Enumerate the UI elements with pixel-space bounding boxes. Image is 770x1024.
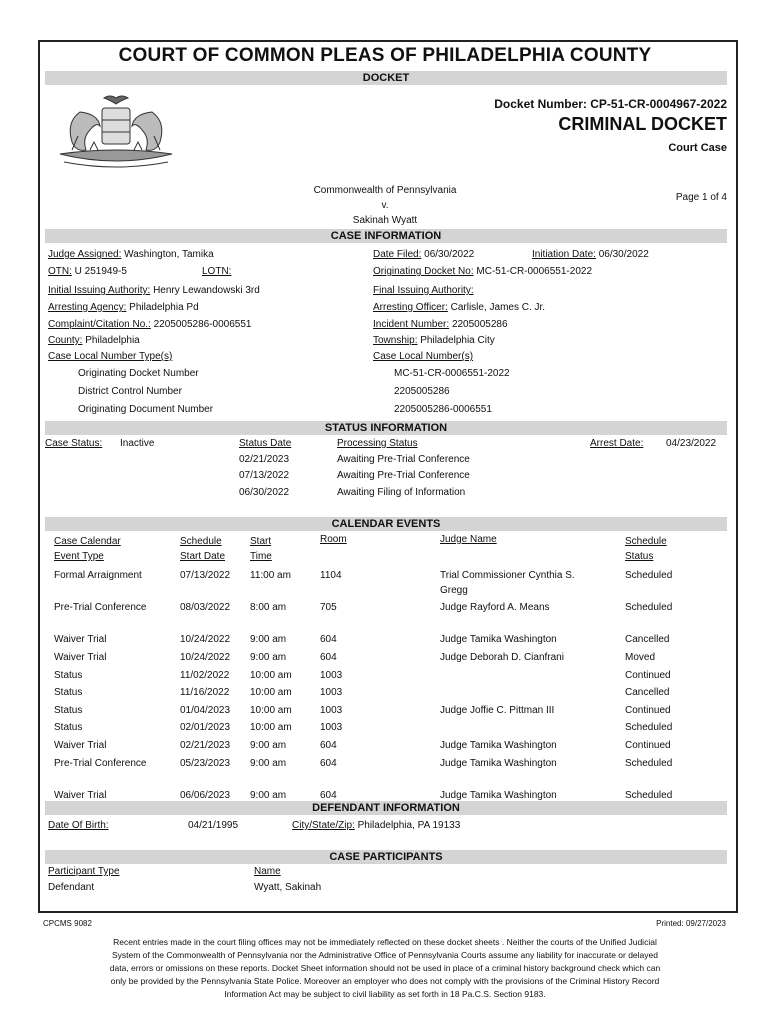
initial-issuing-label: Initial Issuing Authority: bbox=[48, 285, 151, 296]
form-number: CPCMS 9082 bbox=[43, 919, 92, 928]
dob-label: Date Of Birth: bbox=[48, 820, 109, 831]
township-label: Township: bbox=[373, 335, 418, 346]
city-value: Philadelphia, PA 19133 bbox=[357, 820, 461, 831]
complaint-label: Complaint/Citation No.: bbox=[48, 319, 151, 330]
start-time-header-line1: Start bbox=[250, 536, 272, 547]
initiation-date-label: Initiation Date: bbox=[532, 249, 596, 260]
arresting-agency-label: Arresting Agency: bbox=[48, 302, 127, 313]
arrest-date-value: 04/23/2022 bbox=[666, 438, 717, 449]
calendar-cell-status: Cancelled bbox=[625, 634, 670, 645]
arresting-officer-value: Carlisle, James C. Jr. bbox=[450, 302, 546, 313]
docket-bar: DOCKET bbox=[45, 71, 727, 85]
calendar-cell-judge: Judge Joffie C. Pittman III bbox=[440, 705, 555, 716]
event-type-header-line2: Event Type bbox=[54, 551, 104, 562]
participant-type-header: Participant Type bbox=[48, 866, 120, 877]
otn-label: OTN: bbox=[48, 266, 72, 277]
status-row-text: Awaiting Pre-Trial Conference bbox=[337, 454, 470, 465]
caption-defendant: Sakinah Wyatt bbox=[352, 215, 418, 226]
calendar-cell-judge: Judge Tamika Washington bbox=[440, 790, 557, 801]
calendar-cell-room: 1003 bbox=[320, 705, 343, 716]
local-type-item: Originating Docket Number bbox=[78, 368, 199, 379]
criminal-docket-title: CRIMINAL DOCKET bbox=[558, 114, 727, 134]
caption-commonwealth: Commonwealth of Pennsylvania bbox=[313, 185, 457, 196]
calendar-cell-time: 10:00 am bbox=[250, 705, 292, 716]
schedule-status-header-line1: Schedule bbox=[625, 536, 667, 547]
complaint-value: 2205005286-0006551 bbox=[153, 319, 252, 330]
calendar-cell-judge: Judge Tamika Washington bbox=[440, 740, 557, 751]
disclaimer-line: Recent entries made in the court filing offices may not be immediately reflected on these docket sheets . Neither the courts of the Unified Judicial bbox=[113, 937, 657, 947]
calendar-cell-status: Continued bbox=[625, 670, 671, 681]
complaint-citation bbox=[48, 319, 252, 330]
calendar-cell-time: 8:00 am bbox=[250, 602, 287, 613]
calendar-cell-date: 11/16/2022 bbox=[180, 687, 230, 698]
calendar-cell-event: Formal Arraignment bbox=[54, 570, 142, 581]
initial-issuing-value: Henry Lewandowski 3rd bbox=[153, 285, 260, 296]
calendar-cell-judge: Trial Commissioner Cynthia S. Gregg bbox=[440, 570, 575, 596]
incident-label: Incident Number: bbox=[373, 319, 450, 330]
status-row-text: Awaiting Filing of Information bbox=[337, 487, 466, 498]
calendar-cell-date: 10/24/2022 bbox=[180, 652, 231, 663]
calendar-cell-time: 11:00 am bbox=[250, 570, 291, 581]
start-time-header bbox=[250, 534, 272, 564]
calendar-cell-room: 1003 bbox=[320, 722, 343, 733]
calendar-cell-time: 9:00 am bbox=[250, 634, 287, 645]
calendar-cell-status: Scheduled bbox=[625, 722, 673, 733]
calendar-cell-status: Scheduled bbox=[625, 790, 673, 801]
calendar-cell-room: 604 bbox=[320, 758, 337, 769]
otn bbox=[48, 266, 127, 277]
calendar-cell-status: Moved bbox=[625, 652, 656, 663]
local-number-label: Case Local Number(s) bbox=[373, 351, 474, 362]
status-row-date: 07/13/2022 bbox=[239, 470, 290, 481]
date-filed bbox=[373, 249, 474, 260]
calendar-cell-event: Status bbox=[54, 670, 83, 681]
schedule-date-header bbox=[180, 534, 225, 564]
participant-type-value: Defendant bbox=[48, 882, 95, 893]
schedule-date-header-line1: Schedule bbox=[180, 536, 222, 547]
lotn-label: LOTN: bbox=[202, 266, 232, 277]
dob-value: 04/21/1995 bbox=[188, 820, 239, 831]
calendar-cell-judge: Judge Tamika Washington bbox=[440, 634, 557, 645]
calendar-events-bar: CALENDAR EVENTS bbox=[45, 517, 727, 531]
calendar-cell-event: Status bbox=[54, 705, 83, 716]
calendar-cell-time: 10:00 am bbox=[250, 687, 292, 698]
arresting-officer-label: Arresting Officer: bbox=[373, 302, 448, 313]
schedule-date-header-line2: Start Date bbox=[180, 551, 226, 562]
calendar-cell-time: 10:00 am bbox=[250, 722, 292, 733]
township bbox=[373, 335, 495, 346]
judge-assigned-value: Washington, Tamika bbox=[124, 249, 214, 260]
calendar-cell-status: Scheduled bbox=[625, 602, 673, 613]
calendar-cell-room: 705 bbox=[320, 602, 337, 613]
disclaimer-line: data, errors or omissions on these reports. Docket Sheet information should not be used in place of a criminal history background check which can bbox=[109, 963, 661, 973]
calendar-cell-date: 10/24/2022 bbox=[180, 634, 231, 645]
disclaimer-line: only be provided by the Pennsylvania State Police. Moreover an employer who does not comply with the provisions of the Criminal History Record bbox=[110, 976, 660, 986]
calendar-cell-status: Scheduled bbox=[625, 758, 673, 769]
calendar-cell-time: 9:00 am bbox=[250, 740, 287, 751]
case-caption bbox=[235, 183, 535, 228]
calendar-cell-time: 9:00 am bbox=[250, 758, 287, 769]
initiation-date bbox=[532, 249, 649, 260]
status-information-bar: STATUS INFORMATION bbox=[45, 421, 727, 435]
arrest-date-label: Arrest Date: bbox=[590, 438, 644, 449]
city-state-zip bbox=[292, 820, 460, 831]
initiation-date-value: 06/30/2022 bbox=[598, 249, 649, 260]
calendar-cell-event: Waiver Trial bbox=[54, 740, 107, 751]
judge-assigned bbox=[48, 249, 214, 260]
case-status-label: Case Status: bbox=[45, 438, 103, 449]
event-type-header bbox=[54, 534, 121, 564]
schedule-status-header bbox=[625, 534, 667, 564]
page-number: Page 1 of 4 bbox=[675, 192, 727, 203]
local-type-item: District Control Number bbox=[78, 386, 182, 397]
calendar-cell-event: Pre-Trial Conference bbox=[54, 758, 147, 769]
judge-name-header: Judge Name bbox=[440, 534, 497, 545]
printed-date: Printed: 09/27/2023 bbox=[656, 919, 726, 928]
calendar-cell-date: 07/13/2022 bbox=[180, 570, 231, 581]
calendar-cell-time: 9:00 am bbox=[250, 652, 287, 663]
calendar-cell-status: Continued bbox=[625, 740, 671, 751]
calendar-cell-judge: Judge Rayford A. Means bbox=[440, 602, 550, 613]
calendar-cell-status: Cancelled bbox=[625, 687, 670, 698]
otn-value: U 251949-5 bbox=[74, 266, 127, 277]
event-type-header-line1: Case Calendar bbox=[54, 536, 121, 547]
arresting-agency bbox=[48, 302, 199, 313]
calendar-cell-room: 604 bbox=[320, 790, 337, 801]
start-time-header-line2: Time bbox=[250, 551, 272, 562]
calendar-cell-status: Continued bbox=[625, 705, 671, 716]
calendar-cell-date: 02/21/2023 bbox=[180, 740, 231, 751]
incident-value: 2205005286 bbox=[451, 319, 508, 330]
local-number-type-label: Case Local Number Type(s) bbox=[48, 351, 173, 362]
status-row-date: 06/30/2022 bbox=[239, 487, 290, 498]
defendant-information-bar: DEFENDANT INFORMATION bbox=[45, 801, 727, 815]
calendar-cell-room: 1003 bbox=[320, 670, 343, 681]
final-issuing-authority-label: Final Issuing Authority: bbox=[373, 285, 474, 296]
calendar-cell-event: Status bbox=[54, 722, 83, 733]
room-header: Room bbox=[320, 534, 347, 545]
initial-issuing-authority bbox=[48, 285, 260, 296]
processing-status-header: Processing Status bbox=[337, 438, 418, 449]
court-title: COURT OF COMMON PLEAS OF PHILADELPHIA COUNTY bbox=[118, 45, 652, 66]
local-number-item: MC-51-CR-0006551-2022 bbox=[394, 368, 510, 379]
calendar-cell-date: 01/04/2023 bbox=[180, 705, 231, 716]
calendar-cell-date: 02/01/2023 bbox=[180, 722, 231, 733]
participant-name-header: Name bbox=[254, 866, 281, 877]
status-row-date: 02/21/2023 bbox=[239, 454, 290, 465]
case-information-bar: CASE INFORMATION bbox=[45, 229, 727, 243]
arresting-agency-value: Philadelphia Pd bbox=[129, 302, 199, 313]
arresting-officer bbox=[373, 302, 545, 313]
date-filed-label: Date Filed: bbox=[373, 249, 422, 260]
city-label: City/State/Zip: bbox=[292, 820, 355, 831]
calendar-cell-time: 9:00 am bbox=[250, 790, 287, 801]
calendar-cell-event: Status bbox=[54, 687, 83, 698]
county-label: County: bbox=[48, 335, 83, 346]
calendar-cell-event: Waiver Trial bbox=[54, 652, 107, 663]
case-participants-bar: CASE PARTICIPANTS bbox=[45, 850, 727, 864]
judge-assigned-label: Judge Assigned: bbox=[48, 249, 122, 260]
county bbox=[48, 335, 140, 346]
calendar-cell-event: Waiver Trial bbox=[54, 790, 107, 801]
calendar-cell-room: 1104 bbox=[320, 570, 342, 581]
township-value: Philadelphia City bbox=[420, 335, 495, 346]
schedule-status-header-line2: Status bbox=[625, 551, 654, 562]
participant-name-value: Wyatt, Sakinah bbox=[254, 882, 322, 893]
calendar-cell-date: 08/03/2022 bbox=[180, 602, 231, 613]
originating-docket-value: MC-51-CR-0006551-2022 bbox=[476, 266, 593, 277]
calendar-cell-status: Scheduled bbox=[625, 570, 673, 581]
calendar-cell-time: 10:00 am bbox=[250, 670, 292, 681]
date-filed-value: 06/30/2022 bbox=[424, 249, 475, 260]
local-number-item: 2205005286 bbox=[394, 386, 450, 397]
local-type-item: Originating Document Number bbox=[78, 404, 214, 415]
calendar-cell-date: 06/06/2023 bbox=[180, 790, 231, 801]
calendar-cell-event: Waiver Trial bbox=[54, 634, 107, 645]
calendar-cell-judge: Judge Tamika Washington bbox=[440, 758, 557, 769]
status-row-text: Awaiting Pre-Trial Conference bbox=[337, 470, 470, 481]
incident-number bbox=[373, 319, 508, 330]
disclaimer-line: System of the Commonwealth of Pennsylvania nor the Administrative Office of Pennsylvania Courts assume any liability for inaccurate or delayed bbox=[111, 950, 658, 960]
calendar-cell-room: 604 bbox=[320, 740, 337, 751]
originating-docket-label: Originating Docket No: bbox=[373, 266, 474, 277]
case-status-value: Inactive bbox=[120, 438, 155, 449]
caption-versus: v. bbox=[381, 200, 389, 211]
calendar-cell-room: 1003 bbox=[320, 687, 343, 698]
pennsylvania-seal-icon bbox=[50, 92, 182, 172]
calendar-cell-event: Pre-Trial Conference bbox=[54, 602, 147, 613]
disclaimer bbox=[60, 936, 710, 1001]
calendar-cell-judge: Judge Deborah D. Cianfrani bbox=[440, 652, 564, 663]
disclaimer-line: Information Act may be subject to civil liability as set forth in 18 Pa.C.S. Section 9183. bbox=[224, 989, 546, 999]
status-date-header: Status Date bbox=[239, 438, 292, 449]
docket-number: Docket Number: CP-51-CR-0004967-2022 bbox=[494, 97, 727, 111]
calendar-cell-room: 604 bbox=[320, 652, 337, 663]
calendar-cell-date: 05/23/2023 bbox=[180, 758, 231, 769]
calendar-cell-date: 11/02/2022 bbox=[180, 670, 230, 681]
court-case-label: Court Case bbox=[668, 142, 727, 154]
originating-docket bbox=[373, 266, 592, 277]
county-value: Philadelphia bbox=[85, 335, 140, 346]
local-number-item: 2205005286-0006551 bbox=[394, 404, 492, 415]
calendar-cell-room: 604 bbox=[320, 634, 337, 645]
